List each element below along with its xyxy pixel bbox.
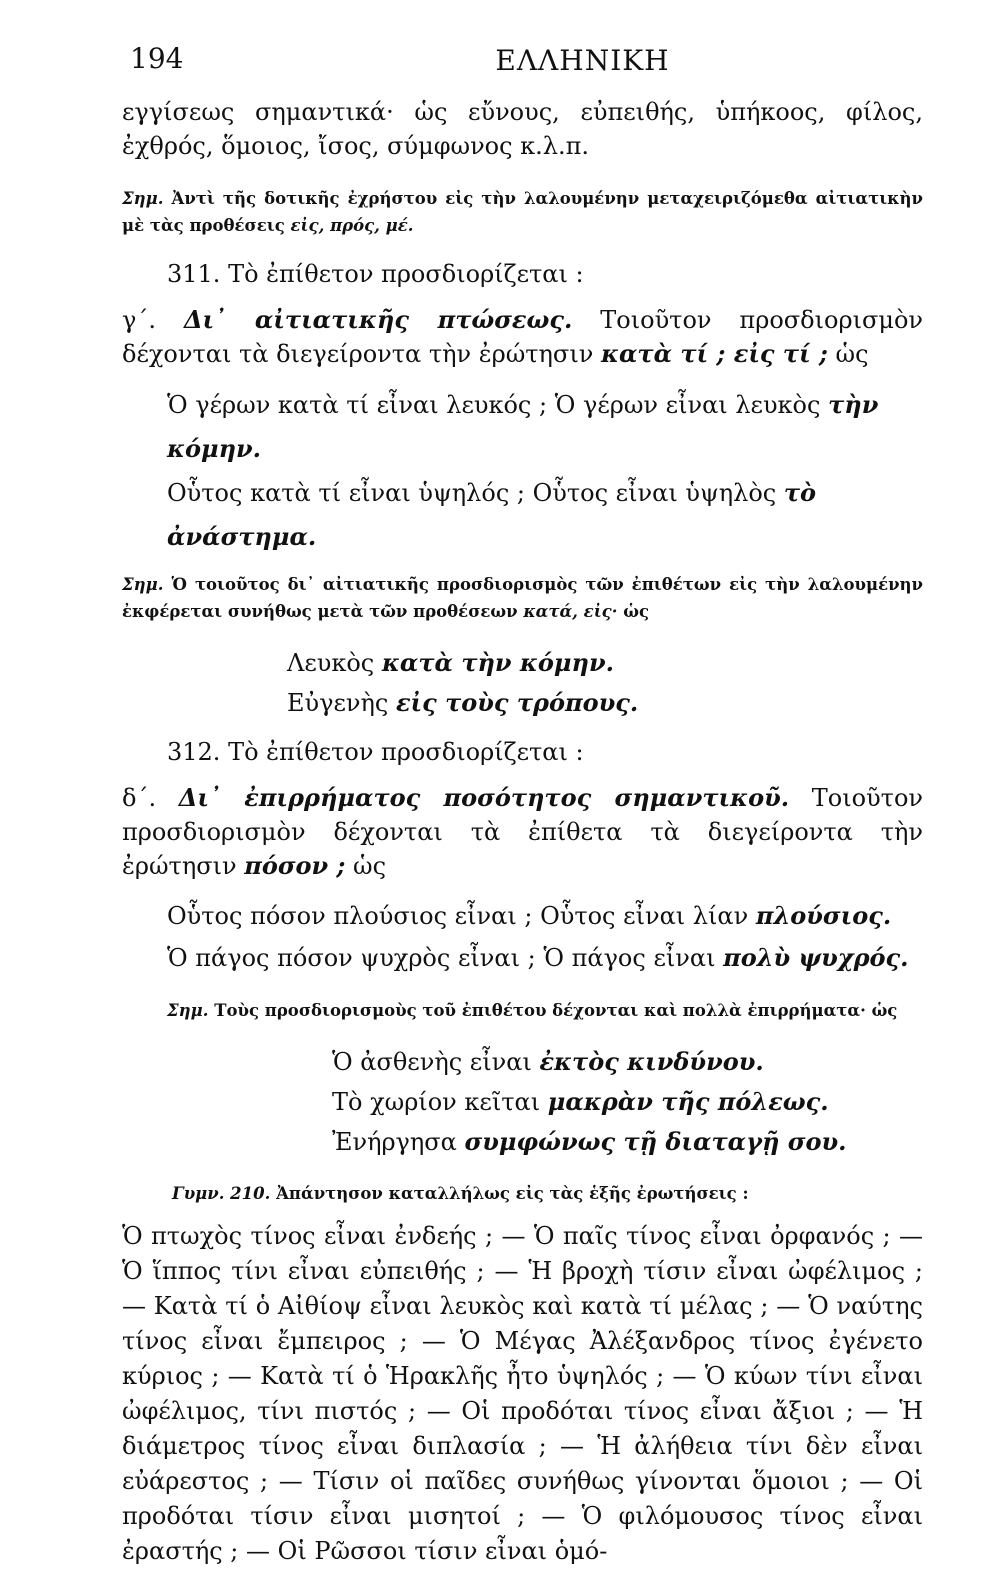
example-312-1 bbox=[122, 895, 923, 937]
section-311-heading: 311. Τὸ ἐπίθετον προσδιορίζεται : bbox=[167, 260, 584, 288]
note-2-text: Ὁ τοιοῦτος δι᾽ αἰτιατικῆς προσδιορισμὸς τῶν ἐπιθέτων εἰς τὴν λαλουμένην ἐκφέρεται συνήθως μετὰ τῶν προθέσεων bbox=[122, 575, 923, 621]
example-note2-1 bbox=[122, 643, 923, 683]
example-note3-2 bbox=[122, 1082, 923, 1122]
section-312-end: ὡς bbox=[353, 852, 387, 880]
page-number: 194 bbox=[130, 42, 184, 75]
example-bold: ἐκτὸς κινδύνου. bbox=[539, 1047, 764, 1076]
section-311-end: ὡς bbox=[835, 340, 869, 368]
example-text: Ἐνήργησα bbox=[332, 1128, 457, 1156]
section-312-title: Δι᾽ ἐπιρρήματος ποσότητος σημαντικοῦ. bbox=[178, 783, 790, 812]
example-bold: κατὰ τὴν κόμην. bbox=[381, 648, 614, 677]
exercise-instruction: Ἀπάντησον καταλλήλως εἰς τὰς ἑξῆς ἐρωτήσεις : bbox=[276, 1184, 749, 1203]
note-3 bbox=[122, 997, 923, 1024]
example-bold: πολὺ ψυχρός. bbox=[723, 943, 909, 972]
section-311-paragraph bbox=[122, 303, 923, 371]
note-3-end: ὡς bbox=[871, 1001, 898, 1020]
section-312-heading: 312. Τὸ ἐπίθετον προσδιορίζεται : bbox=[167, 738, 584, 766]
example-note2-2 bbox=[122, 683, 923, 723]
note-2-label: Σημ. bbox=[122, 575, 164, 594]
page-header bbox=[122, 0, 923, 95]
intro-paragraph: εγγίσεως σημαντικά· ὡς εὔνους, εὐπειθής, ὑπήκοος, φίλος, ἐχθρός, ὅμοιος, ἴσος, σύμφωνος κ.λ.π. bbox=[122, 98, 923, 160]
example-note3-1 bbox=[122, 1042, 923, 1082]
section-311-text: Τοιοῦτον προσδιορισμὸν δέχονται τὰ διεγείροντα τὴν ἐρώτησιν bbox=[122, 306, 923, 368]
example-text: Οὗτος κατὰ τί εἶναι ὑψηλός ; Οὗτος εἶναι ὑψηλὸς bbox=[167, 479, 777, 507]
example-text: Τὸ χωρίον κεῖται bbox=[332, 1088, 541, 1116]
section-312-text: Τοιοῦτον προσδιορισμὸν δέχονται τὰ ἐπίθετα τὰ διεγείροντα τὴν ἐρώτησιν bbox=[122, 784, 923, 880]
section-312-paragraph bbox=[122, 781, 923, 883]
example-text: Εὐγενὴς bbox=[287, 689, 389, 717]
note-1-label: Σημ. bbox=[122, 189, 164, 208]
note-2-bold: κατά, εἰς· bbox=[523, 602, 618, 621]
exercise-label: Γυμν. 210. bbox=[172, 1184, 271, 1203]
note-1-text: Ἀντὶ τῆς δοτικῆς ἐχρήστου εἰς τὴν λαλουμένην μεταχειριζόμεθα αἰτιατικὴν μὲ τὰς προθέσεις bbox=[122, 189, 923, 235]
example-bold: εἰς τοὺς τρόπους. bbox=[395, 688, 639, 717]
example-text: Οὗτος πόσον πλούσιος εἶναι ; Οὗτος εἶναι λίαν bbox=[167, 902, 749, 930]
example-text: Ὁ ἀσθενὴς εἶναι bbox=[332, 1048, 532, 1076]
example-bold: τὸ ἀνάστημα. bbox=[167, 478, 817, 551]
exercise-heading bbox=[122, 1180, 923, 1207]
example-note3-3 bbox=[122, 1122, 923, 1162]
note-2 bbox=[122, 571, 923, 625]
example-bold: συμφώνως τῇ διαταγῇ σου. bbox=[464, 1127, 847, 1156]
note-1-bold: εἰς, πρός, μέ. bbox=[290, 216, 414, 235]
section-312-label: δ΄. bbox=[122, 784, 157, 812]
example-312-2 bbox=[122, 937, 923, 979]
note-2-end: ὡς bbox=[623, 602, 649, 621]
running-title: ΕΛΛΗΝΙΚΗ bbox=[495, 44, 670, 77]
example-text: Ὁ πάγος πόσον ψυχρὸς εἶναι ; Ὁ πάγος εἶναι bbox=[167, 944, 716, 972]
example-bold: πλούσιος. bbox=[755, 901, 892, 930]
example-text: Ὁ γέρων κατὰ τί εἶναι λευκός ; Ὁ γέρων εἶναι λευκὸς bbox=[167, 391, 821, 419]
example-311-1 bbox=[122, 383, 923, 471]
section-311-label: γ΄. bbox=[122, 306, 156, 334]
example-311-2 bbox=[122, 471, 923, 559]
example-text: Λευκὸς bbox=[287, 649, 375, 677]
example-bold: μακρὰν τῆς πόλεως. bbox=[547, 1087, 829, 1116]
section-312-question: πόσον ; bbox=[244, 851, 346, 880]
note-3-label: Σημ. bbox=[167, 1001, 209, 1020]
note-1 bbox=[122, 185, 923, 239]
section-311-title: Δι᾽ αἰτιατικῆς πτώσεως. bbox=[183, 305, 573, 334]
exercise-questions: Ὁ πτωχὸς τίνος εἶναι ἐνδεής ; — Ὁ παῖς τίνος εἶναι ὀρφανός ; — Ὁ ἵππος τίνι εἶναι εὐπειθής ; — Ἡ βροχὴ τίσιν εἶναι ὠφέλιμος ; — Κατὰ τί ὁ Αἰθίοψ εἶναι λευκὸς καὶ κατὰ τί μέλας ; — Ὁ ναύτης τίνος εἶναι ἔμπειρος ; — Ὁ Μέγας Ἀλέξανδρος τίνος ἐγένετο κύριος ; — Κατὰ τί ὁ Ἡρακλῆς ἦτο ὑψηλός ; — Ὁ κύων τίνι εἶναι ὠφέλιμος, τίνι πιστός ; — Οἱ προδόται τίνος εἶναι ἄξιοι ; — Ἡ διάμετρος τίνος εἶναι διπλασία ; — Ἡ ἀλήθεια τίνι δὲν εἶναι εὐάρεστος ; — Τίσιν οἱ παῖδες συνήθως γίνονται ὅμοιοι ; — Οἱ προδόται τίσιν εἶναι μισητοί ; — Ὁ φιλόμουσος τίνος εἶναι ἐραστής ; — Οἱ Ρῶσσοι τίσιν εἶναι ὁμό- bbox=[122, 1222, 923, 1565]
note-3-text: Τοὺς προσδιορισμοὺς τοῦ ἐπιθέτου δέχονται καὶ πολλὰ ἐπιρρήματα· bbox=[214, 1001, 866, 1020]
section-311-question: κατὰ τί ; εἰς τί ; bbox=[600, 339, 828, 368]
example-bold: τὴν κόμην. bbox=[167, 390, 879, 463]
